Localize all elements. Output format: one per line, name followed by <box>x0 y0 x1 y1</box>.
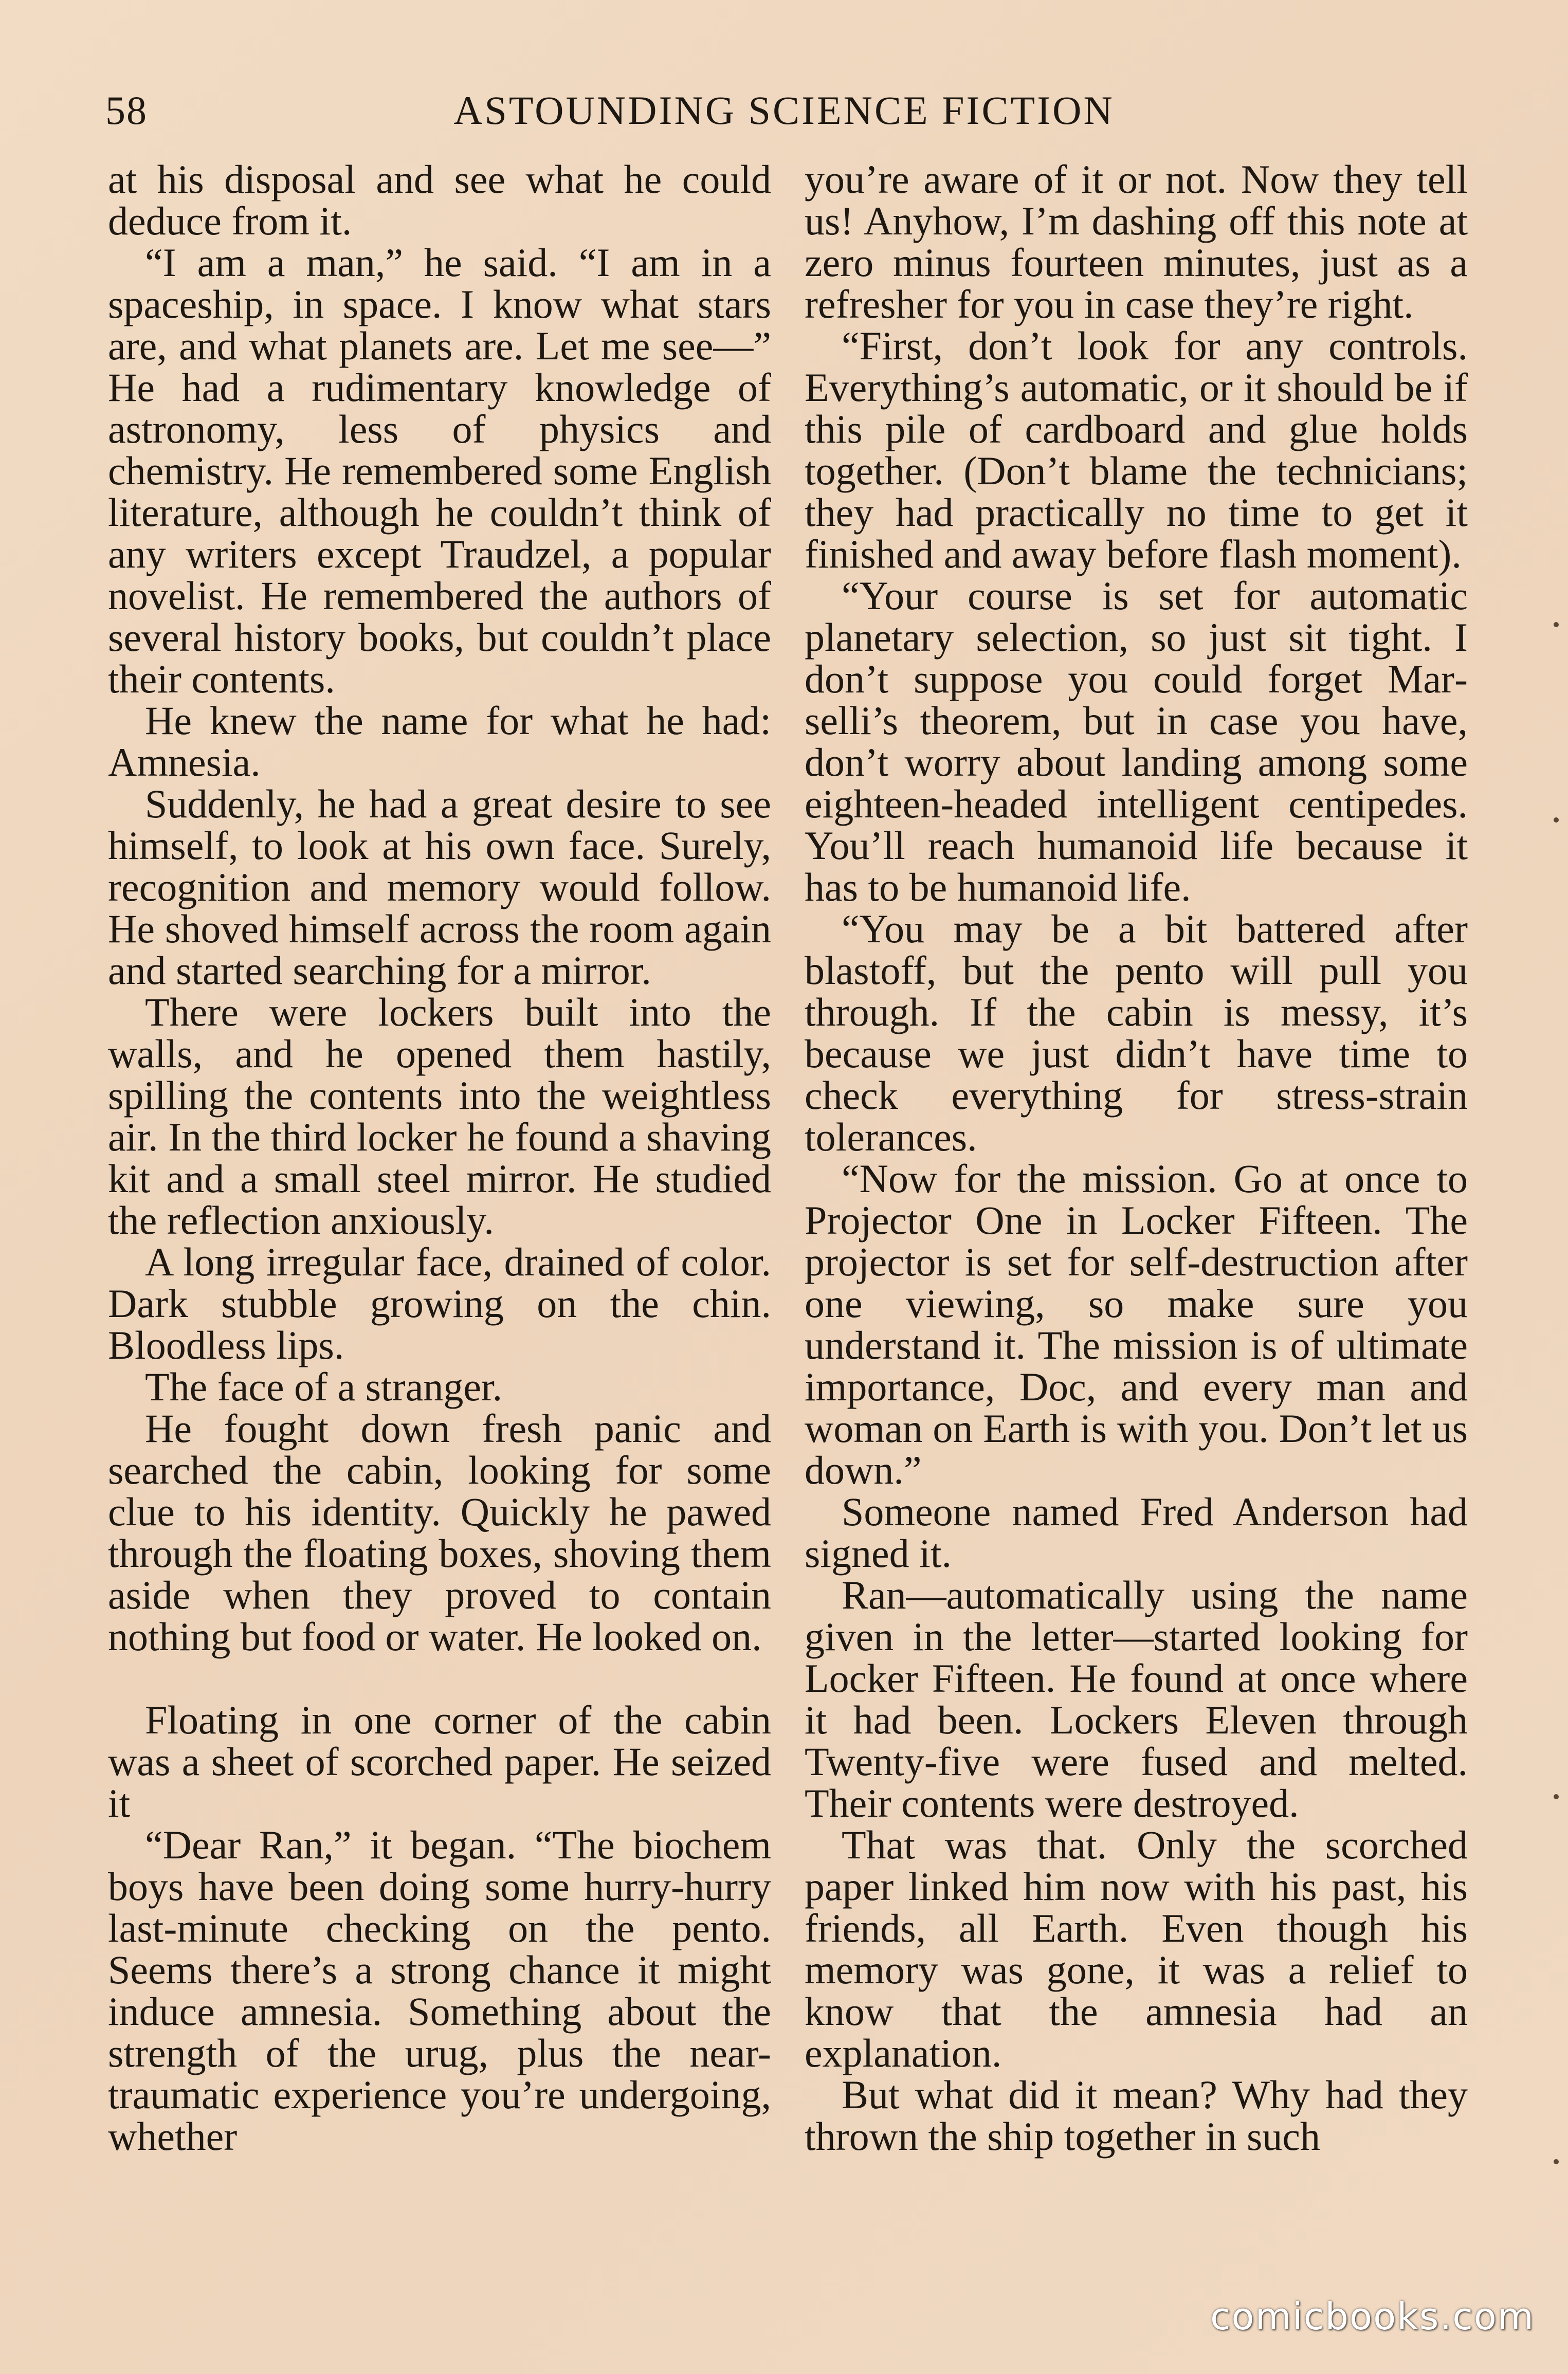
paragraph: Someone named Fred Anderson had signed it. <box>805 1489 1468 1576</box>
running-title: ASTOUNDING SCIENCE FICTION <box>453 88 1115 133</box>
paragraph: That was that. Only the scorched paper linked him now with his past, his friends, all Earth. Even though his memory was gone, it was a relief to know that the amnesia had an explanation. <box>805 1822 1468 2075</box>
paragraph: Floating in one corner of the cabin was a sheet of scorched paper. He seized it <box>108 1697 771 1825</box>
staple-mark <box>1554 2159 1559 2164</box>
staple-mark <box>1554 817 1559 823</box>
paragraph: Suddenly, he had a great desire to see himself, to look at his own face. Surely, recognition and memory would follow. He shoved himself across the room again and started searching for a mirror. <box>108 781 771 993</box>
paragraph: “I am a man,” he said. “I am in a spaceship, in space. I know what stars are, and what planets are. Let me see—” He had a rudimentary knowledge of astronomy, less of physics and chemistry. He remembered some English literature, although he couldn’t think of any writers except Traudzel, a popular novelist. He remembered the authors of several history books, but couldn’t place their contents. <box>108 240 771 701</box>
paragraph: at his disposal and see what he could deduce from it. <box>108 157 771 243</box>
paragraph: “You may be a bit battered after blastoff, but the pento will pull you through. If the cabin is messy, it’s because we just didn’t have time to check everything for stress-strain tolerances. <box>805 906 1468 1159</box>
paragraph: “Now for the mission. Go at once to Projector One in Locker Fifteen. The projector is set for self-destruction after one viewing, so make sure you understand it. The mission is of ultimate importance, Doc, and every man and woman on Earth is with you. Don’t let us down.” <box>805 1156 1468 1492</box>
paragraph: He fought down fresh panic and searched the cabin, looking for some clue to his identity. Quickly he pawed through the floating boxes, shoving them aside when they proved to contain nothing but food or water. He looked on. <box>108 1406 771 1659</box>
paragraph: He knew the name for what he had: Amnesia. <box>108 698 771 784</box>
page-header <box>105 82 1463 144</box>
page-number: 58 <box>105 88 148 133</box>
left-column <box>108 158 771 2157</box>
paragraph: There were lockers built into the walls, and he opened them hastily, spilling the contents into the weightless air. In the third locker he found a shaving kit and a small steel mirror. He studied the reflection anxiously. <box>108 990 771 1243</box>
staple-mark <box>1554 1794 1559 1799</box>
paragraph: “Dear Ran,” it began. “The biochem boys have been doing some hurry-hurry last-minute checking on the pento. Seems there’s a strong chance it might induce amnesia. Something about the strength of the urug, plus the near-traumatic experience you’re undergoing, whether <box>108 1822 771 2159</box>
paragraph: “Your course is set for automatic planetary selection, so just sit tight. I don’t suppose you could forget Marselli’s theorem, but in case you have, don’t worry about landing among some eighteen-headed intelligent centipedes. You’ll reach humanoid life because it has to be humanoid life. <box>805 573 1468 909</box>
paragraph: A long irregular face, drained of color. Dark stubble growing on the chin. Bloodless lips. <box>108 1239 771 1367</box>
paragraph: The face of a stranger. <box>145 1364 503 1409</box>
paragraph: But what did it mean? Why had they thrown the ship together in such <box>805 2072 1468 2159</box>
right-column <box>805 158 1468 2157</box>
paragraph: “First, don’t look for any controls. Everything’s automatic, or it should be if this pile of cardboard and glue holds together. (Don’t blame the technicians; they had practically no time to get it finished and away before flash moment). <box>805 323 1468 576</box>
paragraph: Ran—automatically using the name given in the letter—started looking for Locker Fifteen. He found at once where it had been. Lockers Eleven through Twenty-five were fused and melted. Their contents were destroyed. <box>805 1573 1468 1825</box>
watermark: comicbooks.com <box>1210 2295 1535 2338</box>
staple-mark <box>1554 622 1559 627</box>
paragraph: you’re aware of it or not. Now they tell us! Anyhow, I’m dashing off this note at zero minus fourteen minutes, just as a refresher for you in case they’re right. <box>805 157 1468 326</box>
